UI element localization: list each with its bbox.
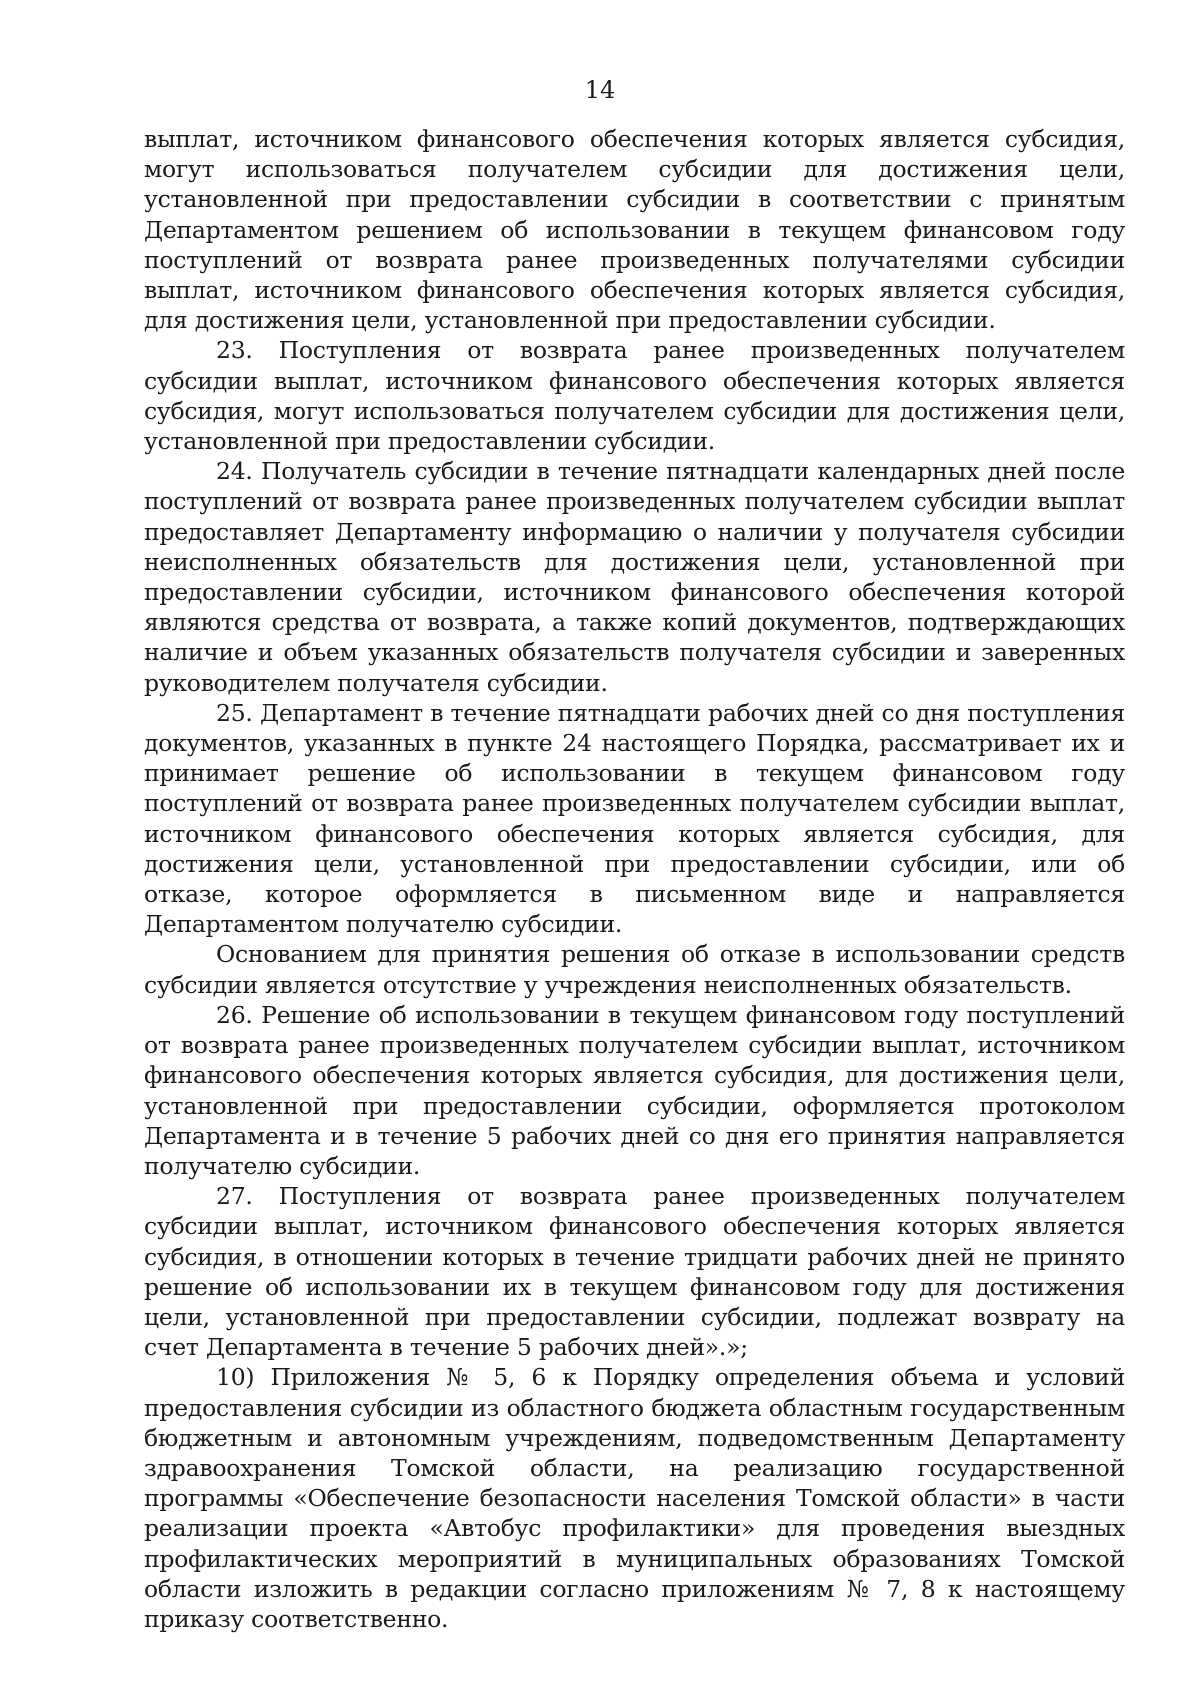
paragraph-item-10: 10) Приложения № 5, 6 к Порядку определения объема и условий предоставления субсидии из областного бюджета областным государственным бюджетным и автономным учреждениям, подведомственным Департаменту здравоохранения Томской области, на реализацию государственной программы «Обеспечение безопасности населения Томской области» в части реализации проекта «Автобус профилактики» для проведения выездных профилактических мероприятий в муниципальных образованиях Томской области изложить в редакции согласно приложениям № 7, 8 к настоящему приказу соответственно. bbox=[144, 1363, 1125, 1633]
document-body bbox=[144, 124, 1125, 1634]
paragraph-item-26: 26. Решение об использовании в текущем финансовом году поступлений от возврата ранее произведенных получателем субсидии выплат, источником финансового обеспечения которых является субсидия, для достижения цели, установленной при предоставлении субсидии, оформляется протоколом Департамента и в течение 5 рабочих дней со дня его принятия направляется получателю субсидии. bbox=[144, 1000, 1125, 1180]
paragraph-item-24: 24. Получатель субсидии в течение пятнадцати календарных дней после поступлений от возврата ранее произведенных получателем субсидии выплат предоставляет Департаменту информацию о наличии у получателя субсидии неисполненных обязательств для достижения цели, установленной при предоставлении субсидии, источником финансового обеспечения которой являются средства от возврата, а также копий документов, подтверждающих наличие и объем указанных обязательств получателя субсидии и заверенных руководителем получателя субсидии. bbox=[144, 457, 1125, 697]
paragraph-item-25: 25. Департамент в течение пятнадцати рабочих дней со дня поступления документов, указанных в пункте 24 настоящего Порядка, рассматривает их и принимает решение об использовании в текущем финансовом году поступлений от возврата ранее произведенных получателем субсидии выплат, источником финансового обеспечения которых является субсидия, для достижения цели, установленной при предоставлении субсидии, или об отказе, которое оформляется в письменном виде и направляется Департаментом получателю субсидии. bbox=[144, 698, 1125, 939]
paragraph-item-27: 27. Поступления от возврата ранее произведенных получателем субсидии выплат, источником финансового обеспечения которых является субсидия, в отношении которых в течение тридцати рабочих дней не принято решение об использовании их в текущем финансовом году для достижения цели, установленной при предоставлении субсидии, подлежат возврату на счет Департамента в течение 5 рабочих дней».»; bbox=[144, 1182, 1125, 1362]
page-number: 14 bbox=[584, 76, 616, 104]
paragraph-item-23: 23. Поступления от возврата ранее произведенных получателем субсидии выплат, источником финансового обеспечения которых является субсидия, могут использоваться получателем субсидии для достижения цели, установленной при предоставлении субсидии. bbox=[144, 336, 1125, 456]
paragraph-refusal-basis: Основанием для принятия решения об отказе в использовании средств субсидии является отсутствие у учреждения неисполненных обязательств. bbox=[144, 940, 1125, 999]
paragraph-continuation: выплат, источником финансового обеспечения которых является субсидия, могут использоваться получателем субсидии для достижения цели, установленной при предоставлении субсидии в соответствии с принятым Департаментом решением об использовании в текущем финансовом году поступлений от возврата ранее произведенных получателями субсидии выплат, источником финансового обеспечения которых является субсидия, для достижения цели, установленной при предоставлении субсидии. bbox=[144, 125, 1125, 335]
